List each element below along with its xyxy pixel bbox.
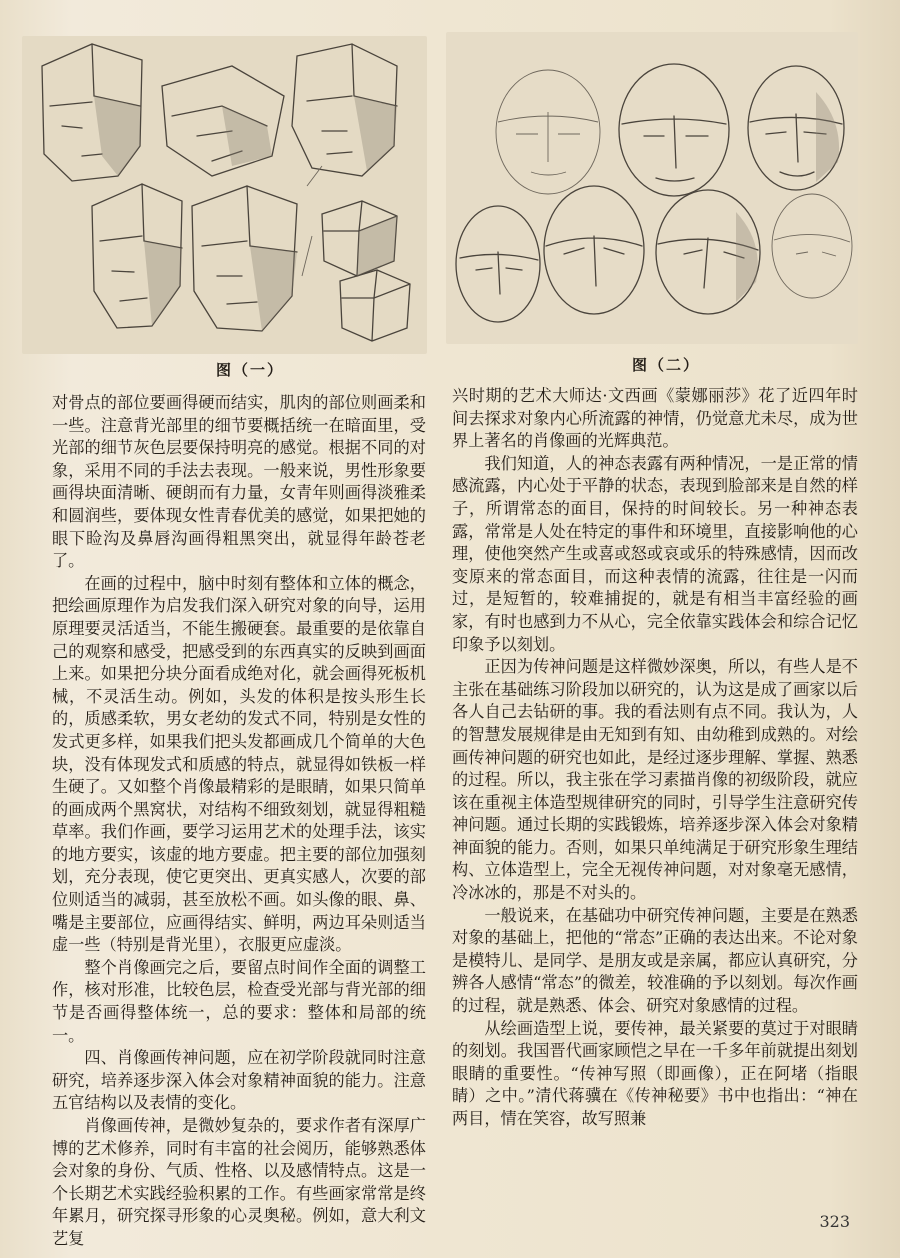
right-paragraph-5: 从绘画造型上说，要传神，最关紧要的莫过于对眼睛的刻划。我国晋代画家顾恺之早在一千多年前就提出刻划眼睛的重要性。“传神写照（即画像），正在阿堵（指眼睛）之中。”清代蒋骥在《传神秘要》书中也指出：“神在两目，情在笑容，故写照兼 <box>452 1018 858 1128</box>
sketch-block-head-2 <box>162 66 284 176</box>
sketch-block-head-4 <box>92 184 182 328</box>
sketch-block-head-5 <box>192 186 297 331</box>
right-paragraph-1: 兴时期的艺术大师达·文西画《蒙娜丽莎》花了近四年时间去探求对象内心所流露的神情，仍觉意尤未尽，成为世界上著名的肖像画的光辉典范。 <box>452 386 858 451</box>
sketch-oval-head-2 <box>619 64 729 196</box>
right-paragraph-2: 我们知道，人的神态表露有两种情况，一是正常的情感流露，内心处于平静的状态，表现到脸部来是自然的样子，所谓常态的面目，保持的时间较长。另一种神态表露，常常是人处在特定的事件和环境里，直接影响他的心理，使他突然产生或喜或怒或哀或乐的特殊感情，因而改变原来的常态面目，而这种表情的流露，往往是一闪而过，是短暂的，较难捕捉的，就是有相当丰富经验的画家，有时也感到力不从心，完全依靠实践体会和综合记忆印象予以刻划。 <box>452 453 858 654</box>
right-paragraph-4: 一般说来，在基础功中研究传神问题，主要是在熟悉对象的基础上，把他的“常态”正确的表达出来。不论对象是模特儿、是同学、是朋友或是亲属，都应认真研究，分辨各人感情“常态”的微差，较准确的予以刻划。每次作画的过程，就是熟悉、体会、研究对象感情的过程。 <box>452 905 858 1016</box>
sketch-oval-head-6 <box>656 190 760 314</box>
right-paragraph-3: 正因为传神问题是这样微妙深奥，所以，有些人是不主张在基础练习阶段加以研究的，认为这是成了画家以后各人自己去钻研的事。我的看法则有点不同。我认为，人的智慧发展规律是由无知到有知、由幼稚到成熟的。对绘画传神问题的研究也如此，是经过逐步理解、掌握、熟悉的过程。所以，我主张在学习素描肖像的初级阶段，就应该在重视主体造型规律研究的同时，引导学生注意研究传神问题。通过长期的实践锻炼，培养逐步深入体会对象精神面貌的能力。否则，如果只单纯满足于研究形象生理结构、立体造型上，完全无视传神问题，对对象毫无感情，冷冰冰的，那是不对头的。 <box>452 657 858 903</box>
figure-two-caption: 图（二） <box>632 356 701 374</box>
left-paragraph-4: 四、肖像画传神问题，应在初学阶段就同时注意研究，培养逐步深入体会对象精神面貌的能力。注意五官结构以及表情的变化。 <box>52 1048 426 1113</box>
page-number: 323 <box>819 1212 850 1231</box>
sketch-block-head-1 <box>42 44 142 181</box>
sketch-oval-head-5 <box>544 186 644 314</box>
sketch-oval-head-3 <box>748 66 844 190</box>
sketch-oval-head-1 <box>496 70 600 194</box>
left-paragraph-3: 整个肖像画完之后，要留点时间作全面的调整工作，核对形准，比较色层，检查受光部与背光部的细节是否画得整体统一，总的要求：整体和局部的统一。 <box>52 957 426 1045</box>
sketch-block-head-3 <box>292 44 397 176</box>
left-paragraph-1: 对骨点的部位要画得硬而结实，肌肉的部位则画柔和一些。注意背光部里的细节要概括统一在暗面里，受光部的细节灰色层要保持明亮的感觉。根据不同的对象，采用不同的手法去表现。一般来说，男性形象要画得块面清晰、硬朗而有力量，女青年则画得淡雅柔和圆润些，要体现女性青春优美的感觉，如果把她的眼下睑沟及鼻唇沟画得粗黑突出，就显得年龄苍老了。 <box>52 393 426 571</box>
left-paragraph-2: 在画的过程中，脑中时刻有整体和立体的概念，把绘画原理作为启发我们深入研究对象的向导，运用原理要灵活适当，不能生搬硬套。最重要的是依靠自己的观察和感受，把感受到的东西真实的反映到画面上来。如果把分块分面看成绝对化，就会画得死板机械，不灵活生动。例如，头发的体积是按头形生长的，质感柔软，男女老幼的发式不同，特别是女性的发式更多样，如果我们把头发都画成几个简单的大色块，没有体现发式和质感的特点，就显得如铁板一样生硬了。又如整个肖像最精彩的是眼睛，如果只简单的画成两个黑窝状，对结构不细致刻划，就显得粗糙草率。我们作画，要学习运用艺术的处理手法，该实的地方要实，该虚的地方要虚。把主要的部位加强刻划，充分表现，使它更突出、更真实感人，次要的部位则适当的减弱，甚至放松不画。如头像的眼、鼻、嘴是主要部位，应画得结实、鲜明，两边耳朵则适当虚一些（特别是背光里），衣服更应虚淡。 <box>52 573 426 955</box>
left-text-column <box>52 392 426 1251</box>
left-paragraph-5: 肖像画传神，是微妙复杂的，要求作者有深厚广博的艺术修养，同时有丰富的社会阅历，能够熟悉体会对象的身份、气质、性格、以及感情特点。这是一个长期艺术实践经验积累的工作。有些画家常常是终年累月，研究探寻形象的心灵奥秘。例如，意大利文艺复 <box>52 1116 426 1248</box>
figure-one-block-heads <box>22 36 427 354</box>
sketch-oval-head-4 <box>456 206 540 322</box>
sketch-oval-head-7 <box>772 194 852 298</box>
right-text-column <box>452 385 858 1131</box>
figure-one-caption: 图（一） <box>216 361 285 379</box>
figure-two-oval-heads <box>446 32 858 344</box>
sketch-cubes <box>302 166 410 341</box>
